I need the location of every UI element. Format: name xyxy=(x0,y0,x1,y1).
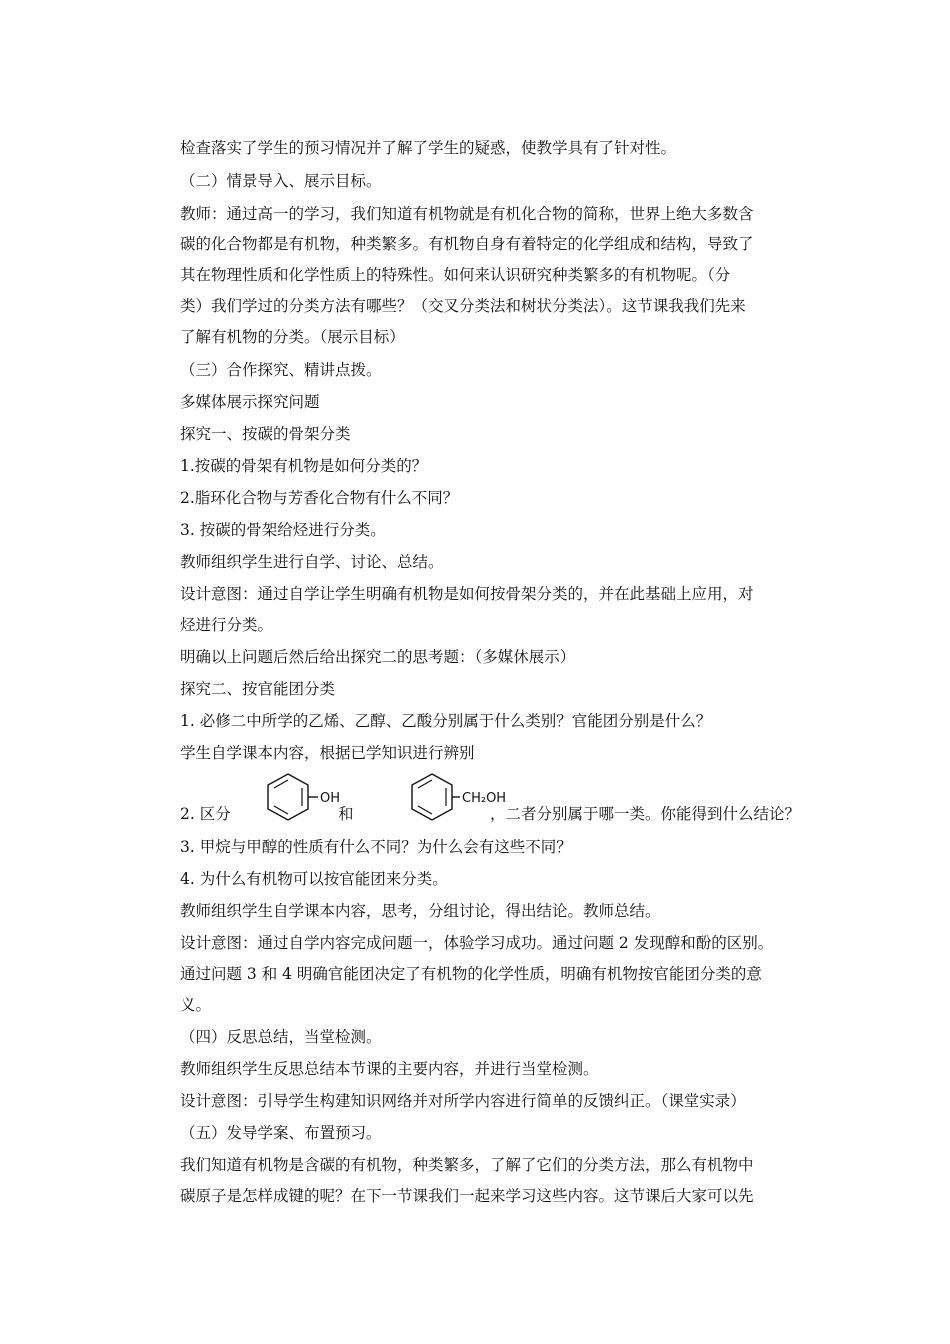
text-line: 类）我们学过的分类方法有哪些？（交叉分类法和树状分类法）。这节课我我们先来 xyxy=(180,297,746,315)
text-line: 明确以上问题后然后给出探究二的思考题：（多媒休展示） xyxy=(180,648,576,666)
text-line: 设计意图：引导学生构建知识网络并对所学内容进行简单的反馈纠正。（课堂实录） xyxy=(180,1092,746,1110)
section-heading: （二）情景导入、展示目标。 xyxy=(180,172,382,190)
text-line: 我们知道有机物是含碳的有机物，种类繁多，了解了它们的分类方法，那么有机物中 xyxy=(180,1156,754,1174)
text-line: 碳的化合物都是有机物，种类繁多。有机物自身有着特定的化学组成和结构，导致了 xyxy=(180,235,754,253)
text-line: 碳原子是怎样成键的呢？在下一节课我们一起来学习这些内容。这节课后大家可以先 xyxy=(180,1187,754,1205)
conjunction: 和 xyxy=(338,805,354,823)
text-line: 其在物理性质和化学性质上的特殊性。如何来认识研究种类繁多的有机物呢。（分 xyxy=(180,266,731,284)
text-line: 1. 必修二中所学的乙烯、乙醇、乙酸分别属于什么类别？官能团分别是什么？ xyxy=(180,712,712,730)
text-line: 学生自学课本内容，根据已学知识进行辨别 xyxy=(180,744,475,762)
text-line: 教师：通过高一的学习，我们知道有机物就是有机化合物的简称，世界上绝大多数含 xyxy=(180,205,754,223)
text-line: 多媒体展示探究问题 xyxy=(180,393,320,411)
mol1-group: OH xyxy=(320,791,341,806)
text-line: 义。 xyxy=(180,996,212,1014)
text-line: 教师组织学生自学课本内容，思考，分组讨论，得出结论。教师总结。 xyxy=(180,902,661,920)
text-line: 探究一、按碳的骨架分类 xyxy=(180,425,351,443)
text-line: 了解有机物的分类。（展示目标） xyxy=(180,328,405,346)
section-heading: （四）反思总结，当堂检测。 xyxy=(180,1028,382,1046)
text-line: 2.脂环化合物与芳香化合物有什么不同？ xyxy=(180,489,459,507)
text-line: 设计意图：通过自学让学生明确有机物是如何按骨架分类的，并在此基础上应用，对 xyxy=(180,585,754,603)
text-line: 通过问题 3 和 4 明确官能团决定了有机物的化学性质，明确有机物按官能团分类的意 xyxy=(180,965,762,983)
text-line: 检查落实了学生的预习情况并了解了学生的疑惑，使教学具有了针对性。 xyxy=(180,139,677,157)
text-line: 教师组织学生进行自学、讨论、总结。 xyxy=(180,553,444,571)
text-line: 3. 甲烷与甲醇的性质有什么不同？为什么会有这些不同？ xyxy=(180,838,572,856)
text-line: 烃进行分类。 xyxy=(180,616,274,634)
text-line: 1.按碳的骨架有机物是如何分类的？ xyxy=(180,457,428,475)
text-line: 4. 为什么有机物可以按官能团来分类。 xyxy=(180,870,448,888)
section-heading: （五）发导学案、布置预习。 xyxy=(180,1124,382,1142)
text-line: 教师组织学生反思总结本节课的主要内容，并进行当堂检测。 xyxy=(180,1060,599,1078)
text-line: 设计意图：通过自学内容完成问题一，体验学习成功。通过问题 2 发现醇和酚的区别。 xyxy=(180,934,774,952)
mol2-group: CH₂OH xyxy=(462,791,507,806)
text-line: 探究二、按官能团分类 xyxy=(180,680,336,698)
question-suffix: ，二者分别属于哪一类。你能得到什么结论？ xyxy=(490,805,801,823)
phenol-structure xyxy=(264,770,394,832)
text-line: 3. 按碳的骨架给烃进行分类。 xyxy=(180,521,386,539)
question-prefix: 2. 区分 xyxy=(180,805,231,823)
structure-question xyxy=(180,770,860,832)
section-heading: （三）合作探究、精讲点拨。 xyxy=(180,361,382,379)
